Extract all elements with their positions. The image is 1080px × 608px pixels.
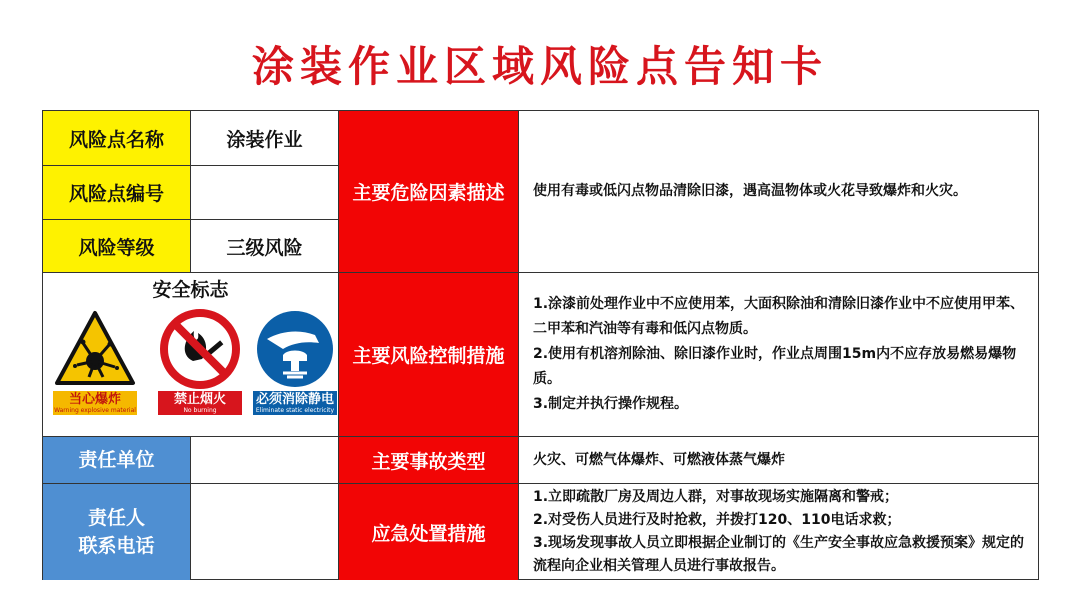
- contact-label-line-1: 责任人: [87, 507, 145, 529]
- risk-code-value: [191, 166, 339, 220]
- emergency-text: [519, 484, 1039, 580]
- control-line-2: 2.使用有机溶剂除油、除旧漆作业时，作业点周围15m内不应存放易燃易爆物质。: [533, 346, 1017, 387]
- accident-label: 主要事故类型: [339, 437, 519, 484]
- control-line-1: 1.涂漆前处理作业中不应使用苯，大面积除油和清除旧漆作业中不应使用甲苯、二甲苯和汽油等有毒和低闪点物质。: [533, 296, 1025, 337]
- risk-card: [42, 110, 1039, 580]
- explosion-warning-icon: [53, 309, 137, 389]
- emergency-line-3: 3.现场发现事故人员立即根据企业制订的《生产安全事故应急救援预案》规定的流程向企业相关管理人员进行事故报告。: [533, 535, 1025, 574]
- sign-no-fire-caption: 禁止烟火 No burning: [158, 391, 242, 415]
- hazard-label: 主要危险因素描述: [339, 111, 519, 273]
- control-text: [519, 273, 1039, 437]
- safety-signs-panel: [43, 273, 339, 437]
- risk-name-label: 风险点名称: [43, 111, 191, 166]
- contact-label: [43, 484, 191, 580]
- emergency-line-2: 2.对受伤人员进行及时抢救，并拨打120、110电话求救；: [533, 512, 901, 528]
- risk-code-label: 风险点编号: [43, 166, 191, 220]
- control-line-3: 3.制定并执行操作规程。: [533, 396, 689, 412]
- emergency-line-1: 1.立即疏散厂房及周边人群，对事故现场实施隔离和警戒；: [533, 489, 899, 505]
- sign-static: [252, 309, 338, 415]
- sign-explosion: [52, 309, 138, 415]
- risk-level-value: 三级风险: [191, 220, 339, 273]
- sign-explosion-caption: 当心爆炸 Warning explosive material: [54, 392, 136, 414]
- risk-level-label: 风险等级: [43, 220, 191, 273]
- emergency-label: 应急处置措施: [339, 484, 519, 580]
- sign-no-fire: [157, 309, 243, 415]
- risk-name-value: 涂装作业: [191, 111, 339, 166]
- page-title: 涂装作业区域风险点告知卡: [251, 42, 828, 91]
- no-fire-icon: [158, 309, 242, 389]
- unit-label: 责任单位: [43, 437, 191, 484]
- contact-value: [191, 484, 339, 580]
- static-discharge-icon: [253, 309, 337, 389]
- safety-signs-title: 安全标志: [152, 279, 229, 301]
- sign-static-caption: 必须消除静电 Eliminate static electricity: [253, 391, 337, 415]
- accident-text: 火灾、可燃气体爆炸、可燃液体蒸气爆炸: [519, 437, 1039, 484]
- hazard-text: 使用有毒或低闪点物品清除旧漆，遇高温物体或火花导致爆炸和火灾。: [519, 111, 1039, 273]
- unit-value: [191, 437, 339, 484]
- contact-label-line-2: 联系电话: [78, 535, 155, 557]
- control-label: 主要风险控制措施: [339, 273, 519, 437]
